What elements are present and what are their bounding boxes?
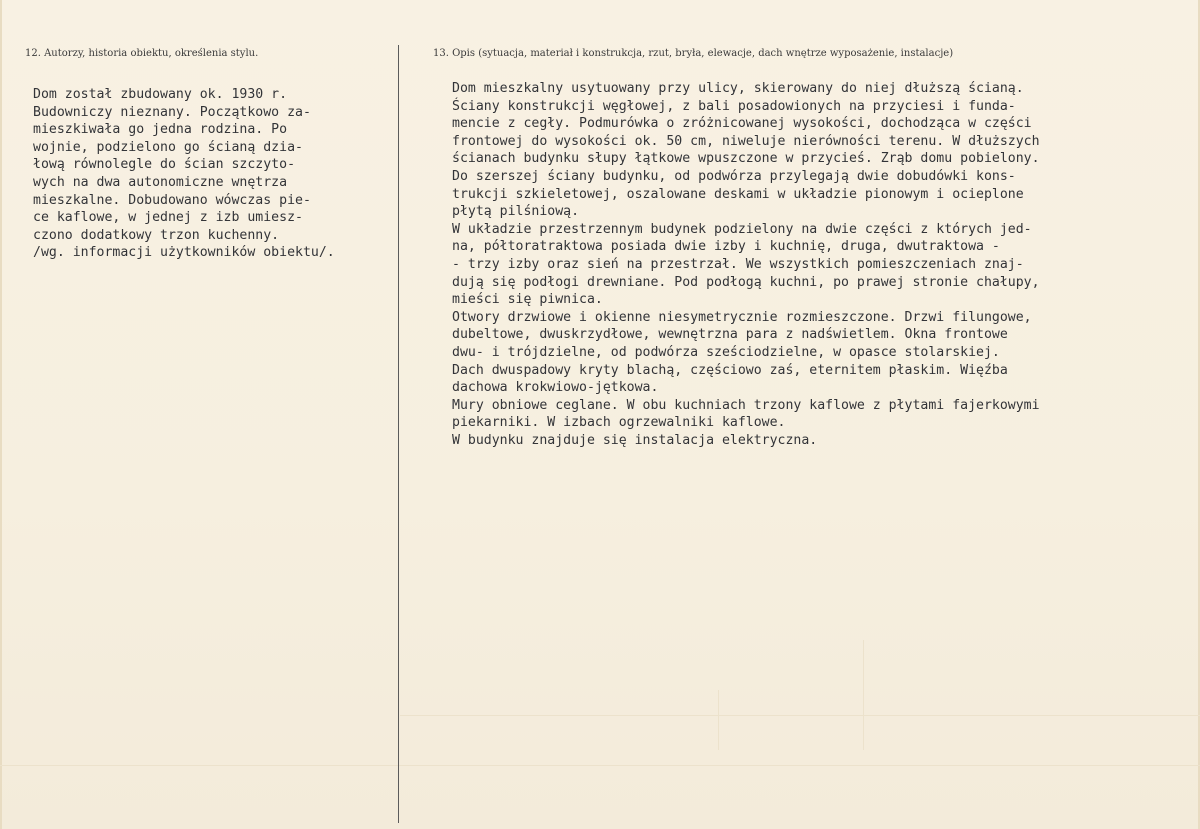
description-typed-text: Dom mieszkalny usytuowany przy ulicy, skierowany do niej dłuższą ścianą. Ściany konstrukcji węgłowej, z bali posadowionych na przyciesi i funda- mencie z cegły. Podmurówka o zróżnicowanej wysokości, dochodząca w części frontowej do wysokości ok. 50 cm, niweluje nierówności terenu. W dłuższych ścianach budynku słupy łątkowe wpuszczone w przycieś. Zrąb domu pobielony. Do szerszej ściany budynku, od podwórza przylegają dwie dobudówki kons- trukcji szkieletowej, oszalowane deskami w układzie pionowym i ocieplone płytą pilśniową. W układzie przestrzennym budynek podzielony na dwie części z których jed- na, półtoratraktowa posiada dwie izby i kuchnię, druga, dwutraktowa - - trzy izby oraz sień na przestrzał. We wszystkich pomieszczeniach znaj- dują się podłogi drewniane. Pod podłogą kuchni, po prawej stronie chałupy, mieści się piwnica. Otwory drzwiowe i okienne niesymetrycznie rozmieszczone. Drzwi filungowe, dubeltowe, dwuskrzydłowe, wewnętrzna para z nadświetlem. Okna frontowe dwu- i trójdzielne, od podwórza sześciodzielne, w opasce stolarskiej. Dach dwuspadowy kryty blachą, częściowo zaś, eternitem płaskim. Więźba dachowa krokwiowo-jętkowa. Mury obniowe ceglane. W obu kuchniach trzony kaflowe z płytami fajerkowymi piekarniki. W izbach ogrzewalniki kaflowe. W budynku znajduje się instalacja elektryczna. xyxy=(452,81,1040,448)
history-typed-text: Dom został zbudowany ok. 1930 r. Budowniczy nieznany. Początkowo za- mieszkiwała go jedna rodzina. Po wojnie, podzielono go ścianą dzia- łową równolegle do ścian szczyto- wych na dwa autonomiczne wnętrza mieszkalne. Dobudowano wówczas pie- ce kaflowe, w jednej z izb umiesz- czono dodatkowy trzon kuchenny. /wg. informacji użytkowników obiektu/. xyxy=(33,87,335,261)
bleed-through-line xyxy=(400,715,1200,716)
column-divider xyxy=(398,45,399,823)
section-13-header: 13. Opis (sytuacja, materiał i konstrukcja, rzut, bryła, elewacje, dach wnętrze wyposażenie, instalacje) xyxy=(433,48,954,59)
bleed-through-line xyxy=(863,640,864,750)
bleed-through-line xyxy=(718,690,719,750)
section-12-header: 12. Autorzy, historia obiektu, określenia stylu. xyxy=(25,48,259,59)
bleed-through-line xyxy=(0,765,1200,766)
